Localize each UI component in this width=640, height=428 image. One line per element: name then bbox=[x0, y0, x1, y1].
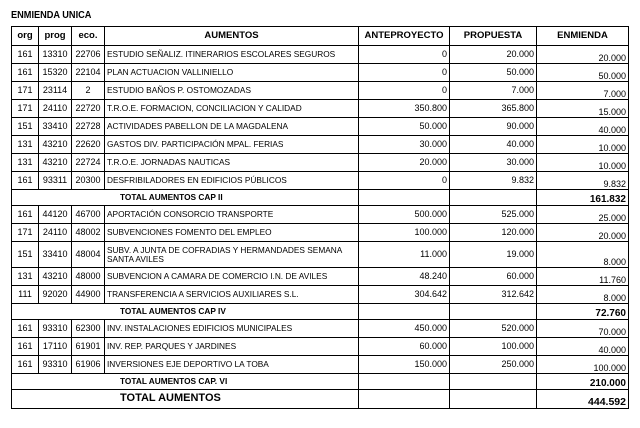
cell-propuesta: 9.832 bbox=[450, 172, 537, 190]
cell-desc: DESFRIBILADORES EN EDIFICIOS PÚBLICOS bbox=[105, 172, 359, 190]
grand-total-value: 444.592 bbox=[537, 390, 629, 409]
cell-anteproyecto: 350.800 bbox=[359, 100, 450, 118]
cell-enmienda: 40.000 bbox=[537, 338, 629, 356]
cell-prog: 17110 bbox=[39, 338, 72, 356]
header-enmienda: ENMIENDA bbox=[537, 27, 629, 46]
table-row bbox=[12, 100, 629, 118]
cell-desc: T.R.O.E. FORMACION, CONCILIACION Y CALIDAD bbox=[105, 100, 359, 118]
cell-enmienda: 20.000 bbox=[537, 224, 629, 242]
cell-prog: 24110 bbox=[39, 224, 72, 242]
table-row bbox=[12, 136, 629, 154]
cell-prog: 93310 bbox=[39, 320, 72, 338]
header-eco: eco. bbox=[72, 27, 105, 46]
cell-anteproyecto: 0 bbox=[359, 64, 450, 82]
cell-desc: ESTUDIO SEÑALIZ. ITINERARIOS ESCOLARES SEGUROS bbox=[105, 46, 359, 64]
cell-enmienda: 9.832 bbox=[537, 172, 629, 190]
subtotal-empty-cell bbox=[450, 374, 537, 390]
cell-prog: 43210 bbox=[39, 136, 72, 154]
cell-enmienda: 70.000 bbox=[537, 320, 629, 338]
cell-org: 131 bbox=[12, 268, 39, 286]
table-row bbox=[12, 338, 629, 356]
cell-prog: 24110 bbox=[39, 100, 72, 118]
cell-org: 161 bbox=[12, 338, 39, 356]
cell-org: 131 bbox=[12, 154, 39, 172]
subtotal-label: TOTAL AUMENTOS CAP II bbox=[12, 190, 359, 206]
cell-org: 171 bbox=[12, 224, 39, 242]
document-title: ENMIENDA UNICA bbox=[11, 10, 92, 21]
table-row bbox=[12, 64, 629, 82]
cell-desc: PLAN ACTUACION VALLINIELLO bbox=[105, 64, 359, 82]
header-anteproyecto: ANTEPROYECTO bbox=[359, 27, 450, 46]
cell-desc: T.R.O.E. JORNADAS NAUTICAS bbox=[105, 154, 359, 172]
cell-anteproyecto: 500.000 bbox=[359, 206, 450, 224]
cell-eco: 61901 bbox=[72, 338, 105, 356]
cell-enmienda: 7.000 bbox=[537, 82, 629, 100]
cell-enmienda: 50.000 bbox=[537, 64, 629, 82]
cell-propuesta: 250.000 bbox=[450, 356, 537, 374]
cell-org: 161 bbox=[12, 320, 39, 338]
cell-org: 161 bbox=[12, 356, 39, 374]
cell-anteproyecto: 60.000 bbox=[359, 338, 450, 356]
table-row bbox=[12, 224, 629, 242]
table-row bbox=[12, 206, 629, 224]
cell-propuesta: 100.000 bbox=[450, 338, 537, 356]
cell-prog: 33410 bbox=[39, 118, 72, 136]
cell-anteproyecto: 48.240 bbox=[359, 268, 450, 286]
table-row bbox=[12, 320, 629, 338]
grand-total-empty-cell bbox=[450, 390, 537, 409]
subtotal-value: 72.760 bbox=[537, 304, 629, 320]
cell-propuesta: 50.000 bbox=[450, 64, 537, 82]
header-prog: prog bbox=[39, 27, 72, 46]
subtotal-row bbox=[12, 374, 629, 390]
cell-org: 131 bbox=[12, 136, 39, 154]
cell-eco: 22724 bbox=[72, 154, 105, 172]
cell-org: 161 bbox=[12, 46, 39, 64]
cell-desc: SUBVENCIONES FOMENTO DEL EMPLEO bbox=[105, 224, 359, 242]
cell-enmienda: 11.760 bbox=[537, 268, 629, 286]
cell-eco: 44900 bbox=[72, 286, 105, 304]
subtotal-row bbox=[12, 190, 629, 206]
table-row bbox=[12, 82, 629, 100]
cell-enmienda: 10.000 bbox=[537, 136, 629, 154]
cell-eco: 48000 bbox=[72, 268, 105, 286]
cell-desc: SUBVENCION A CAMARA DE COMERCIO I.N. DE AVILES bbox=[105, 268, 359, 286]
header-org: org bbox=[12, 27, 39, 46]
cell-eco: 22104 bbox=[72, 64, 105, 82]
cell-eco: 61906 bbox=[72, 356, 105, 374]
subtotal-empty-cell bbox=[450, 304, 537, 320]
cell-anteproyecto: 450.000 bbox=[359, 320, 450, 338]
cell-eco: 22620 bbox=[72, 136, 105, 154]
cell-prog: 33410 bbox=[39, 242, 72, 268]
cell-anteproyecto: 150.000 bbox=[359, 356, 450, 374]
header-aumentos: AUMENTOS bbox=[105, 27, 359, 46]
cell-propuesta: 525.000 bbox=[450, 206, 537, 224]
cell-org: 161 bbox=[12, 64, 39, 82]
cell-prog: 93310 bbox=[39, 356, 72, 374]
cell-desc: INVERSIONES EJE DEPORTIVO LA TOBA bbox=[105, 356, 359, 374]
subtotal-label: TOTAL AUMENTOS CAP. VI bbox=[12, 374, 359, 390]
cell-propuesta: 520.000 bbox=[450, 320, 537, 338]
cell-enmienda: 8.000 bbox=[537, 286, 629, 304]
cell-org: 151 bbox=[12, 242, 39, 268]
cell-anteproyecto: 0 bbox=[359, 172, 450, 190]
cell-desc: GASTOS DIV. PARTICIPACIÓN MPAL. FERIAS bbox=[105, 136, 359, 154]
cell-propuesta: 365.800 bbox=[450, 100, 537, 118]
cell-eco: 22720 bbox=[72, 100, 105, 118]
cell-prog: 43210 bbox=[39, 154, 72, 172]
header-row bbox=[12, 27, 629, 46]
cell-anteproyecto: 0 bbox=[359, 82, 450, 100]
table-row bbox=[12, 242, 629, 268]
cell-eco: 46700 bbox=[72, 206, 105, 224]
cell-anteproyecto: 20.000 bbox=[359, 154, 450, 172]
cell-anteproyecto: 304.642 bbox=[359, 286, 450, 304]
cell-eco: 48004 bbox=[72, 242, 105, 268]
cell-org: 111 bbox=[12, 286, 39, 304]
subtotal-empty-cell bbox=[359, 374, 450, 390]
grand-total-label: TOTAL AUMENTOS bbox=[12, 390, 359, 409]
grand-total-row bbox=[12, 390, 629, 409]
cell-propuesta: 7.000 bbox=[450, 82, 537, 100]
cell-prog: 92020 bbox=[39, 286, 72, 304]
cell-eco: 48002 bbox=[72, 224, 105, 242]
cell-anteproyecto: 50.000 bbox=[359, 118, 450, 136]
subtotal-label: TOTAL AUMENTOS CAP IV bbox=[12, 304, 359, 320]
cell-propuesta: 19.000 bbox=[450, 242, 537, 268]
cell-desc: ESTUDIO BAÑOS P. OSTOMOZADAS bbox=[105, 82, 359, 100]
cell-eco: 22728 bbox=[72, 118, 105, 136]
cell-propuesta: 60.000 bbox=[450, 268, 537, 286]
cell-desc: ACTIVIDADES PABELLON DE LA MAGDALENA bbox=[105, 118, 359, 136]
cell-org: 171 bbox=[12, 100, 39, 118]
subtotal-empty-cell bbox=[359, 304, 450, 320]
cell-enmienda: 40.000 bbox=[537, 118, 629, 136]
grand-total-empty-cell bbox=[359, 390, 450, 409]
amendment-table bbox=[11, 26, 629, 409]
cell-eco: 20300 bbox=[72, 172, 105, 190]
subtotal-empty-cell bbox=[359, 190, 450, 206]
cell-enmienda: 8.000 bbox=[537, 242, 629, 268]
table-row bbox=[12, 286, 629, 304]
cell-desc: INV. REP. PARQUES Y JARDINES bbox=[105, 338, 359, 356]
cell-prog: 23114 bbox=[39, 82, 72, 100]
cell-enmienda: 10.000 bbox=[537, 154, 629, 172]
cell-eco: 22706 bbox=[72, 46, 105, 64]
subtotal-value: 210.000 bbox=[537, 374, 629, 390]
table-row bbox=[12, 154, 629, 172]
cell-prog: 44120 bbox=[39, 206, 72, 224]
cell-anteproyecto: 30.000 bbox=[359, 136, 450, 154]
cell-propuesta: 30.000 bbox=[450, 154, 537, 172]
table-row bbox=[12, 268, 629, 286]
subtotal-empty-cell bbox=[450, 190, 537, 206]
cell-desc: APORTACIÓN CONSORCIO TRANSPORTE bbox=[105, 206, 359, 224]
cell-propuesta: 40.000 bbox=[450, 136, 537, 154]
cell-prog: 43210 bbox=[39, 268, 72, 286]
cell-desc: SUBV. A JUNTA DE COFRADIAS Y HERMANDADES SEMANA SANTA AVILES bbox=[105, 242, 359, 268]
header-propuesta: PROPUESTA bbox=[450, 27, 537, 46]
cell-prog: 93311 bbox=[39, 172, 72, 190]
cell-anteproyecto: 100.000 bbox=[359, 224, 450, 242]
cell-propuesta: 312.642 bbox=[450, 286, 537, 304]
cell-anteproyecto: 0 bbox=[359, 46, 450, 64]
subtotal-value: 161.832 bbox=[537, 190, 629, 206]
cell-propuesta: 120.000 bbox=[450, 224, 537, 242]
cell-anteproyecto: 11.000 bbox=[359, 242, 450, 268]
table-row bbox=[12, 356, 629, 374]
table-row bbox=[12, 118, 629, 136]
table-row bbox=[12, 46, 629, 64]
table-row bbox=[12, 172, 629, 190]
cell-prog: 13310 bbox=[39, 46, 72, 64]
cell-enmienda: 100.000 bbox=[537, 356, 629, 374]
cell-desc: TRANSFERENCIA A SERVICIOS AUXILIARES S.L. bbox=[105, 286, 359, 304]
cell-propuesta: 20.000 bbox=[450, 46, 537, 64]
cell-org: 161 bbox=[12, 172, 39, 190]
cell-enmienda: 15.000 bbox=[537, 100, 629, 118]
cell-enmienda: 20.000 bbox=[537, 46, 629, 64]
cell-org: 171 bbox=[12, 82, 39, 100]
cell-propuesta: 90.000 bbox=[450, 118, 537, 136]
cell-org: 151 bbox=[12, 118, 39, 136]
subtotal-row bbox=[12, 304, 629, 320]
cell-enmienda: 25.000 bbox=[537, 206, 629, 224]
cell-prog: 15320 bbox=[39, 64, 72, 82]
cell-eco: 2 bbox=[72, 82, 105, 100]
cell-desc: INV. INSTALACIONES EDIFICIOS MUNICIPALES bbox=[105, 320, 359, 338]
cell-eco: 62300 bbox=[72, 320, 105, 338]
cell-org: 161 bbox=[12, 206, 39, 224]
